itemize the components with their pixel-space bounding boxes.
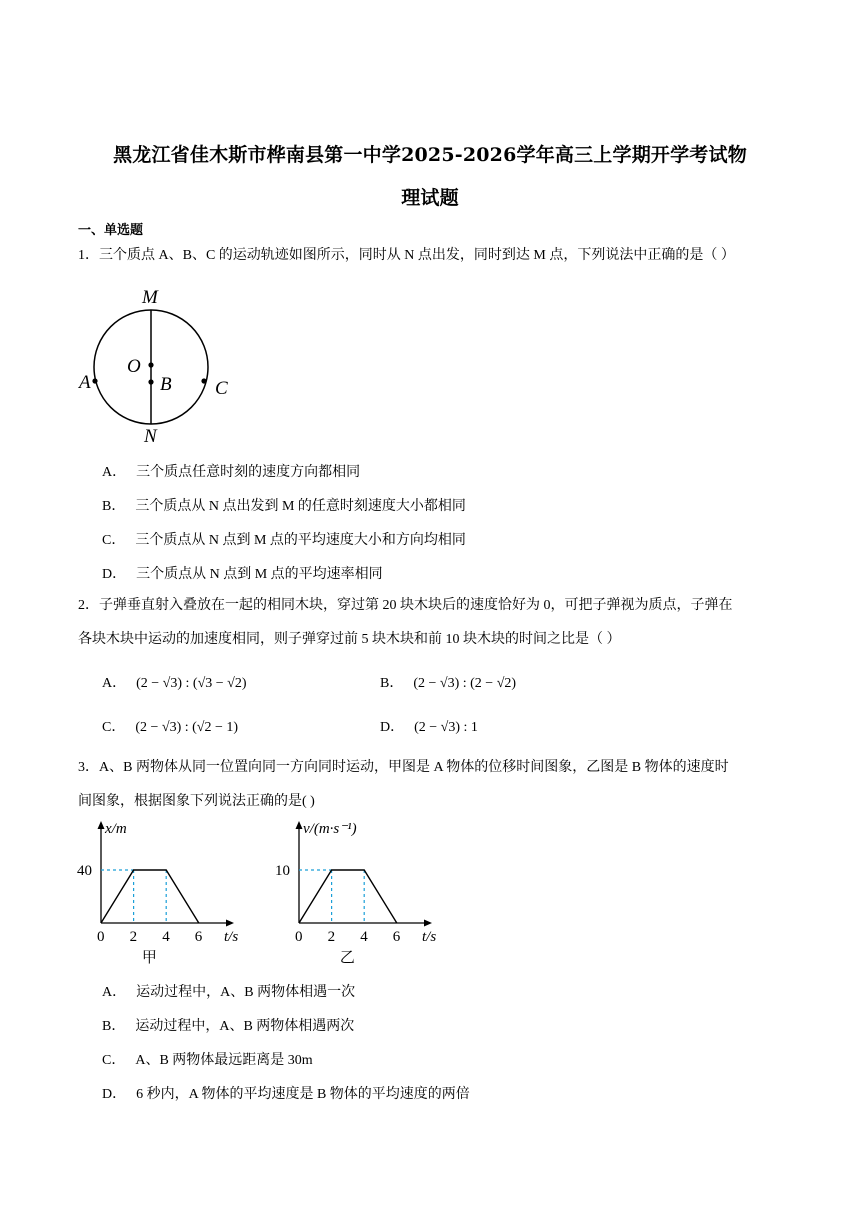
series-line bbox=[299, 870, 397, 923]
x-tick-label: 4 bbox=[360, 929, 368, 945]
y-tick-label: 40 bbox=[77, 863, 92, 879]
option-letter: A． bbox=[102, 676, 127, 691]
label-b: B bbox=[160, 374, 172, 395]
q1-option-d[interactable] bbox=[102, 563, 383, 583]
x-tick-label: 6 bbox=[392, 929, 401, 945]
option-text: 三个质点从 N 点到 M 点的平均速率相同 bbox=[136, 567, 383, 582]
option-text: 运动过程中，A、B 两物体相遇两次 bbox=[135, 1019, 355, 1034]
q1-option-b[interactable] bbox=[102, 495, 466, 515]
option-letter: C． bbox=[102, 1053, 126, 1068]
option-letter: D． bbox=[380, 720, 405, 735]
chart-caption: 乙 bbox=[339, 950, 355, 966]
option-expression: (2 − √3) : 1 bbox=[414, 720, 478, 735]
chart-jia bbox=[74, 817, 244, 967]
chart-caption: 甲 bbox=[141, 950, 157, 966]
question-1-figure bbox=[76, 284, 236, 450]
option-letter: C． bbox=[102, 533, 126, 548]
label-a: A bbox=[79, 372, 91, 393]
y-tick-label: 10 bbox=[275, 863, 290, 879]
point-o bbox=[148, 362, 153, 367]
option-letter: B． bbox=[102, 1019, 126, 1034]
question-2-stem-line-2: 各块木块中运动的加速度相同，则子弹穿过前 5 块木块和前 10 块木块的时间之比是（ ） bbox=[78, 632, 621, 647]
series-line bbox=[101, 870, 199, 923]
q1-option-a[interactable] bbox=[102, 461, 360, 481]
label-m: M bbox=[142, 287, 158, 308]
question-1-stem: 1．三个质点 A、B、C 的运动轨迹如图所示，同时从 N 点出发，同时到达 M 点，下列说法中正确的是（ ） bbox=[78, 248, 735, 263]
q3-option-c[interactable] bbox=[102, 1049, 313, 1069]
y-axis-label: x/m bbox=[105, 821, 127, 837]
option-letter: B． bbox=[380, 676, 404, 691]
option-letter: A． bbox=[102, 985, 127, 1000]
x-tick-label: 0 bbox=[295, 929, 303, 945]
option-text: 运动过程中，A、B 两物体相遇一次 bbox=[136, 985, 356, 1000]
page-title-line-2: 理试题 bbox=[401, 187, 459, 209]
option-text: A、B 两物体最远距离是 30m bbox=[135, 1053, 313, 1068]
option-expression: (2 − √3) : (√2 − 1) bbox=[135, 720, 239, 735]
x-tick-label: 2 bbox=[129, 929, 138, 945]
question-3-stem-line-1: 3．A、B 两物体从同一位置向同一方向同时运动，甲图是 A 物体的位移时间图象，乙图是 B 物体的速度时 bbox=[78, 760, 729, 775]
x-tick-label: 6 bbox=[194, 929, 203, 945]
q3-option-d[interactable] bbox=[102, 1083, 470, 1103]
point-b bbox=[148, 379, 153, 384]
option-letter: A． bbox=[102, 465, 127, 480]
option-text: 三个质点任意时刻的速度方向都相同 bbox=[136, 465, 361, 480]
label-o: O bbox=[127, 356, 141, 377]
q2-option-d[interactable] bbox=[380, 716, 478, 736]
option-expression: (2 − √3) : (2 − √2) bbox=[413, 676, 517, 691]
option-expression: (2 − √3) : (√3 − √2) bbox=[136, 676, 247, 691]
section-heading: 一、单选题 bbox=[78, 223, 144, 238]
question-2-stem-line-1: 2．子弹垂直射入叠放在一起的相同木块，穿过第 20 块木块后的速度恰好为 0，可把子弹视为质点，子弹在 bbox=[78, 598, 733, 613]
y-axis-label: v/(m·s⁻¹) bbox=[303, 821, 357, 837]
option-letter: B． bbox=[102, 499, 126, 514]
x-axis-arrow bbox=[226, 920, 234, 927]
option-text: 三个质点从 N 点到 M 点的平均速度大小和方向均相同 bbox=[135, 533, 466, 548]
chart-yi bbox=[272, 817, 442, 967]
option-letter: D． bbox=[102, 567, 127, 582]
page-title-line-1: 黑龙江省佳木斯市桦南县第一中学2025-2026学年高三上学期开学考试物 bbox=[113, 144, 747, 166]
y-axis-arrow bbox=[98, 821, 105, 829]
x-axis-arrow bbox=[424, 920, 432, 927]
option-text: 三个质点从 N 点出发到 M 的任意时刻速度大小都相同 bbox=[135, 499, 466, 514]
option-letter: C． bbox=[102, 720, 126, 735]
x-axis-label: t/s bbox=[224, 929, 239, 945]
y-axis-arrow bbox=[296, 821, 303, 829]
q2-option-b[interactable] bbox=[380, 672, 516, 692]
label-n: N bbox=[144, 426, 157, 447]
x-tick-label: 2 bbox=[327, 929, 336, 945]
question-3-stem-line-2: 间图象，根据图象下列说法正确的是( ) bbox=[78, 794, 315, 809]
x-axis-label: t/s bbox=[422, 929, 437, 945]
label-c: C bbox=[215, 378, 228, 399]
q2-option-c[interactable] bbox=[102, 716, 238, 736]
option-text: 6 秒内，A 物体的平均速度是 B 物体的平均速度的两倍 bbox=[136, 1087, 470, 1102]
q3-option-a[interactable] bbox=[102, 981, 355, 1001]
x-tick-label: 0 bbox=[97, 929, 105, 945]
q3-option-b[interactable] bbox=[102, 1015, 354, 1035]
x-tick-label: 4 bbox=[162, 929, 170, 945]
q1-option-c[interactable] bbox=[102, 529, 466, 549]
option-letter: D． bbox=[102, 1087, 127, 1102]
q2-option-a[interactable] bbox=[102, 672, 247, 692]
point-a bbox=[92, 378, 97, 383]
point-c bbox=[201, 378, 206, 383]
